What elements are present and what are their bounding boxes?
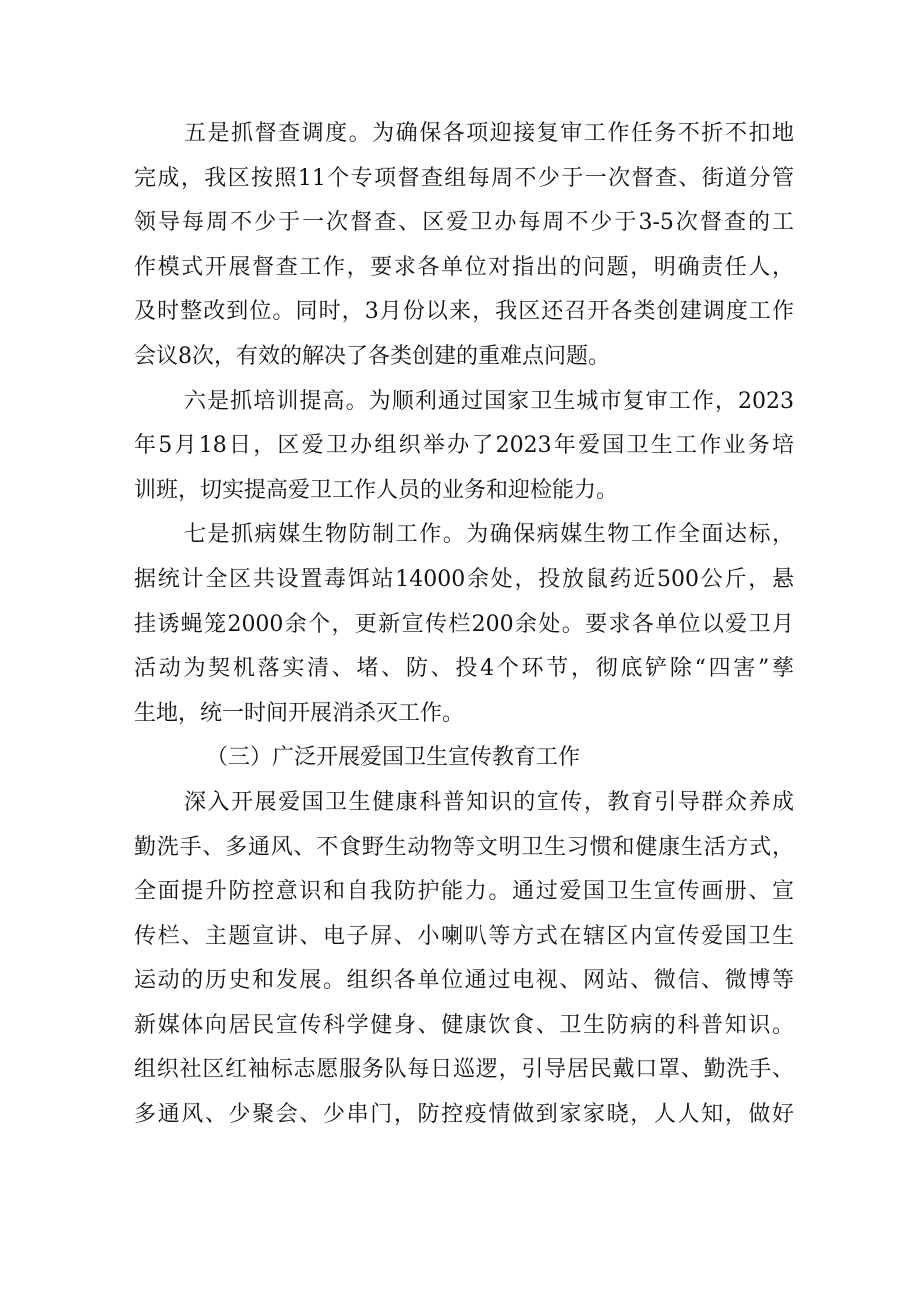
paragraph-8-line-6: 新媒体向居民宣传科学健身、健康饮食、卫生防病的科普知识。 bbox=[134, 1012, 794, 1038]
paragraph-7-line-1: 七是抓病媒生物防制工作。为确保病媒生物工作全面达标， bbox=[184, 522, 794, 548]
paragraph-6-line-2: 年5月18日，区爱卫办组织举办了2023年爱国卫生工作业务培 bbox=[134, 433, 794, 459]
paragraph-5-line-5: 及时整改到位。同时，3月份以来，我区还召开各类创建调度工作 bbox=[134, 299, 794, 325]
paragraph-8-line-5: 运动的历史和发展。组织各单位通过电视、网站、微信、微博等 bbox=[134, 968, 794, 994]
paragraph-7-line-4: 活动为契机落实清、堵、防、投4个环节，彻底铲除“四害”孳 bbox=[134, 656, 794, 682]
paragraph-5-line-4: 作模式开展督查工作，要求各单位对指出的问题，明确责任人， bbox=[134, 254, 794, 280]
paragraph-8-line-8: 多通风、少聚会、少串门，防控疫情做到家家晓，人人知，做好 bbox=[134, 1102, 794, 1128]
paragraph-6-line-1: 六是抓培训提高。为顺利通过国家卫生城市复审工作，2023 bbox=[184, 388, 794, 414]
paragraph-8-line-2: 勤洗手、多通风、不食野生动物等文明卫生习惯和健康生活方式， bbox=[134, 834, 794, 860]
paragraph-8-line-1: 深入开展爱国卫生健康科普知识的宣传，教育引导群众养成 bbox=[184, 789, 794, 815]
section-heading: （三）广泛开展爱国卫生宣传教育工作 bbox=[206, 745, 581, 771]
paragraph-5-line-6: 会议8次，有效的解决了各类创建的重难点问题。 bbox=[134, 343, 610, 369]
paragraph-5-line-1: 五是抓督查调度。为确保各项迎接复审工作任务不折不扣地 bbox=[184, 121, 794, 146]
paragraph-7-line-3: 挂诱蝇笼2000余个，更新宣传栏200余处。要求各单位以爱卫月 bbox=[134, 611, 794, 637]
paragraph-6-line-3: 训班，切实提高爱卫工作人员的业务和迎检能力。 bbox=[134, 477, 619, 503]
paragraph-8-line-3: 全面提升防控意识和自我防护能力。通过爱国卫生宣传画册、宣 bbox=[134, 879, 794, 905]
paragraph-7-line-5: 生地，统一时间开展消杀灭工作。 bbox=[134, 700, 465, 726]
paragraph-8-line-7: 组织社区红袖标志愿服务队每日巡逻，引导居民戴口罩、勤洗手、 bbox=[134, 1057, 794, 1083]
paragraph-7-line-2: 据统计全区共设置毒饵站14000余处，投放鼠药近500公斤，悬 bbox=[134, 566, 794, 592]
paragraph-5-line-3: 领导每周不少于一次督查、区爱卫办每周不少于3-5次督查的工 bbox=[134, 210, 794, 236]
document-body bbox=[134, 112, 794, 1138]
paragraph-8-line-4: 传栏、主题宣讲、电子屏、小喇叭等方式在辖区内宣传爱国卫生 bbox=[134, 923, 794, 949]
paragraph-5-line-2: 完成，我区按照11个专项督查组每周不少于一次督查、街道分管 bbox=[134, 165, 794, 191]
